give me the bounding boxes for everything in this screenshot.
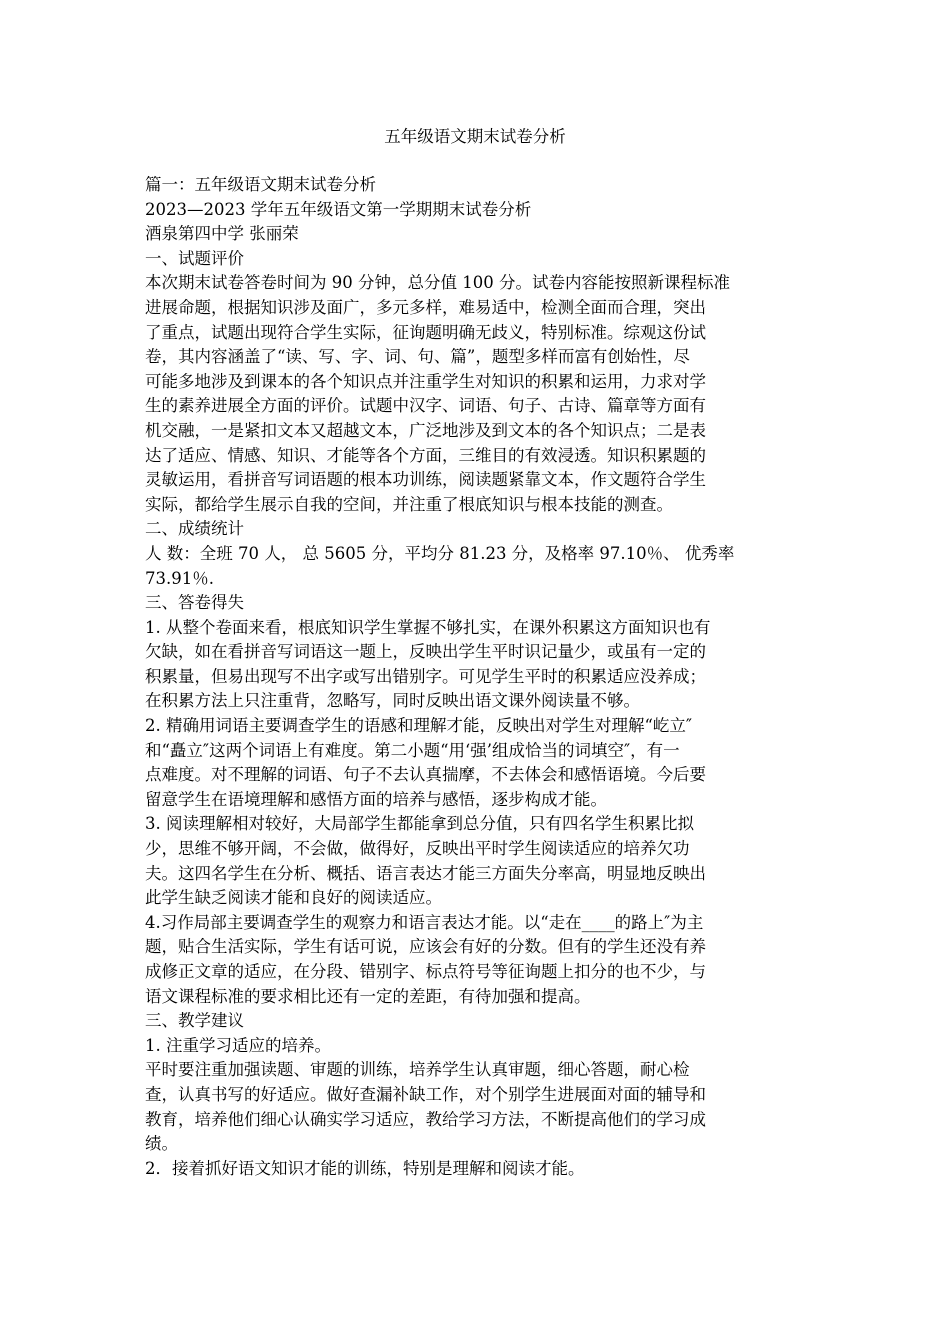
text-line: 平时要注重加强读题、审题的训练，培养学生认真审题，细心答题，耐心检 xyxy=(145,1060,690,1080)
text-line: 教育，培养他们细心认确实学习适应，教给学习方法，不断提高他们的学习成 xyxy=(145,1109,706,1129)
text-line: 绩。 xyxy=(145,1134,178,1154)
text-line: 语文课程标准的要求相比还有一定的差距，有待加强和提高。 xyxy=(145,986,591,1006)
text-line: 少，思维不够开阔，不会做，做得好，反映出平时学生阅读适应的培养欠功 xyxy=(145,839,690,859)
text-line: 3. 阅读理解相对较好，大局部学生都能拿到总分值，只有四名学生积累比拟 xyxy=(145,814,694,834)
text-line: 和“矗立″这两个词语上有难度。第二小题“用‘强’组成恰当的词填空″，有一 xyxy=(145,740,680,760)
text-line: 三、教学建议 xyxy=(145,1011,244,1031)
text-line: 三、答卷得失 xyxy=(145,593,244,613)
text-line: 机交融，一是紧扣文本又超越文本，广泛地涉及到文本的各个知识点；二是表 xyxy=(145,420,706,440)
text-line: 卷，其内容涵盖了“读、写、字、词、句、篇”，题型多样而富有创始性，尽 xyxy=(145,347,690,367)
text-line: 4.习作局部主要调查学生的观察力和语言表达才能。以“走在____的路上″为主 xyxy=(145,912,704,932)
text-line: 二、成绩统计 xyxy=(145,519,244,539)
text-line: 73.91％. xyxy=(145,568,214,588)
document-body xyxy=(145,173,805,1181)
text-line: 达了适应、情感、知识、才能等各个方面，三维目的有效浸透。知识积累题的 xyxy=(145,445,706,465)
text-line: 本次期末试卷答卷时间为 90 分钟，总分值 100 分。试卷内容能按照新课程标准 xyxy=(145,273,730,293)
text-line: 2. 精确用词语主要调查学生的语感和理解才能，反映出对学生对理解“屹立″ xyxy=(145,716,693,736)
text-line: 2023—2023 学年五年级语文第一学期期末试卷分析 xyxy=(145,199,532,219)
text-line: 篇一：五年级语文期末试卷分析 xyxy=(145,175,376,194)
text-line: 酒泉第四中学 张丽荣 xyxy=(145,224,299,244)
text-line: 夫。这四名学生在分析、概括、语言表达才能三方面失分率高，明显地反映出 xyxy=(145,863,706,883)
text-line: 进展命题，根据知识涉及面广，多元多样，难易适中，检测全面而合理，突出 xyxy=(145,297,706,317)
text-line: 此学生缺乏阅读才能和良好的阅读适应。 xyxy=(145,888,442,908)
text-line: 2．接着抓好语文知识才能的训练，特别是理解和阅读才能。 xyxy=(145,1158,585,1178)
text-line: 了重点，试题出现符合学生实际，征询题明确无歧义，特别标准。综观这份试 xyxy=(145,322,706,342)
text-line: 1. 注重学习适应的培养。 xyxy=(145,1035,331,1055)
text-line: 查，认真书写的好适应。做好查漏补缺工作，对个别学生进展面对面的辅导和 xyxy=(145,1084,706,1104)
text-line: 留意学生在语境理解和感悟方面的培养与感悟，逐步构成才能。 xyxy=(145,789,607,809)
text-line: 点难度。对不理解的词语、句子不去认真揣摩，不去体会和感悟语境。今后要 xyxy=(145,765,706,785)
text-line: 人 数：全班 70 人， 总 5605 分，平均分 81.23 分，及格率 97.10％、 优秀率 xyxy=(145,543,735,563)
text-line: 1. 从整个卷面来看，根底知识学生掌握不够扎实，在课外积累这方面知识也有 xyxy=(145,617,711,637)
text-line: 生的素养进展全方面的评价。试题中汉字、词语、句子、古诗、篇章等方面有 xyxy=(145,396,706,416)
text-line: 题，贴合生活实际，学生有话可说，应该会有好的分数。但有的学生还没有养 xyxy=(145,937,706,957)
text-line: 实际，都给学生展示自我的空间，并注重了根底知识与根本技能的测查。 xyxy=(145,494,673,514)
document-title: 五年级语文期末试卷分析 xyxy=(384,127,566,146)
text-line: 灵敏运用，看拼音写词语题的根本功训练，阅读题紧靠文本，作文题符合学生 xyxy=(145,470,706,490)
text-line: 一、试题评价 xyxy=(145,248,244,268)
text-line: 成修正文章的适应，在分段、错别字、标点符号等征询题上扣分的也不少，与 xyxy=(145,962,706,981)
text-line: 可能多地涉及到课本的各个知识点并注重学生对知识的积累和运用，力求对学 xyxy=(145,371,706,391)
text-line: 积累量，但易出现写不出字或写出错别字。可见学生平时的积累适应没养成； xyxy=(145,666,706,686)
text-line: 在积累方法上只注重背，忽略写，同时反映出语文课外阅读量不够。 xyxy=(145,691,640,711)
text-line: 欠缺，如在看拼音写词语这一题上，反映出学生平时识记量少，或虽有一定的 xyxy=(145,642,706,662)
